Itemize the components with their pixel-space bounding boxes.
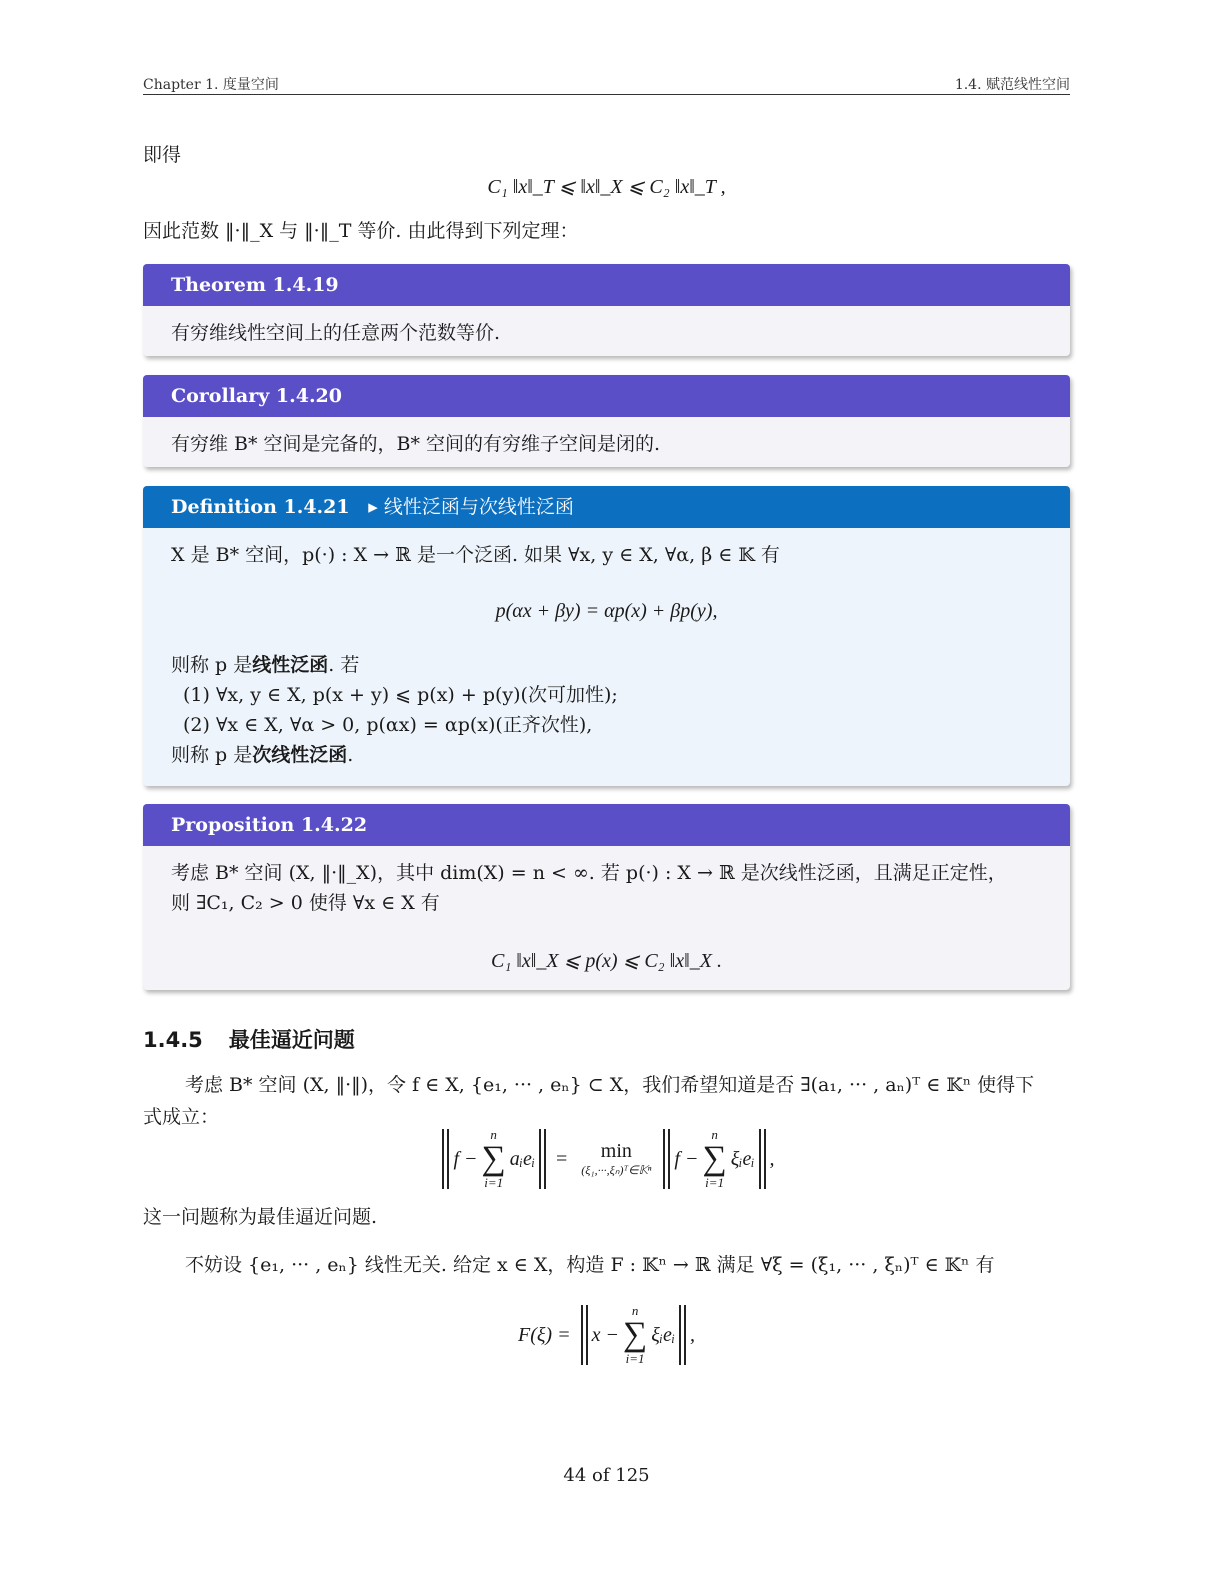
eq2-inner: x − — [591, 1323, 619, 1346]
definition-line2 — [171, 650, 1042, 680]
corollary-title: Corollary 1.4.20 — [143, 375, 1070, 417]
functional-equation — [143, 1302, 1070, 1368]
header-chapter: Chapter 1. 度量空间 — [143, 77, 279, 93]
section-para1-line1: 考虑 B* 空间 (X, ‖·‖)，令 f ∈ X, {e₁, ··· , eₙ} ⊂ X，我们希望知道是否 ∃(a₁, ··· , aₙ)ᵀ ∈ 𝕂ⁿ 使得下 — [185, 1074, 1035, 1096]
norm-bar-left — [442, 1129, 449, 1189]
norm-bar-left-3 — [581, 1305, 588, 1365]
sum-sign: ∑ — [702, 1140, 727, 1177]
proposition-equation: C₁ ‖x‖_X ⩽ p(x) ⩽ C₂ ‖x‖_X . — [491, 950, 722, 972]
definition-term-sublinear: 次线性泛函 — [252, 744, 348, 766]
eq1-end: , — [769, 1147, 775, 1170]
norm-bar-right-3 — [679, 1305, 686, 1365]
min-subscript: (ξ₁,···,ξₙ)ᵀ∈𝕂ⁿ — [581, 1163, 652, 1177]
proposition-line2: 则 ∃C₁, C₂ > 0 使得 ∀x ∈ X 有 — [171, 892, 440, 914]
min-operator — [581, 1140, 651, 1178]
definition-item-2: (2) ∀x ∈ X, ∀α > 0, p(αx) = αp(x)(正齐次性), — [183, 714, 593, 736]
definition-equation: p(αx + βy) = αp(x) + βp(y), — [495, 600, 718, 622]
proposition-line1: 考虑 B* 空间 (X, ‖·‖_X)，其中 dim(X) = n < ∞. 若 p(·) : X → ℝ 是次线性泛函，且满足正定性， — [171, 862, 1007, 884]
norm-bar-right-2 — [759, 1129, 766, 1189]
eq2-lhs: F(ξ) = — [517, 1323, 571, 1346]
running-header — [143, 72, 1070, 95]
section-heading — [143, 1024, 355, 1054]
section-number: 1.4.5 — [143, 1028, 203, 1052]
definition-line3-post: . — [347, 744, 354, 766]
eq1-rhs: f − — [674, 1147, 699, 1170]
summation-eq2 — [623, 1304, 647, 1366]
definition-line3 — [171, 740, 1042, 770]
sum-upper: n — [711, 1127, 718, 1142]
definition-line1: X 是 B* 空间，p(·) : X → ℝ 是一个泛函. 如果 ∀x, y ∈ X, ∀α, β ∈ 𝕂 有 — [171, 544, 780, 566]
corollary-box — [143, 375, 1070, 467]
section-title: 最佳逼近问题 — [228, 1028, 355, 1052]
theorem-box — [143, 264, 1070, 356]
eq2-end: , — [690, 1323, 695, 1346]
section-para3: 不妨设 {e₁, ··· , eₙ} 线性无关. 给定 x ∈ X，构造 F : 𝕂ⁿ → ℝ 满足 ∀ξ = (ξ₁, ··· , ξₙ)ᵀ ∈ 𝕂ⁿ 有 — [185, 1254, 995, 1276]
header-section: 1.4. 赋范线性空间 — [954, 77, 1070, 93]
summation-rhs — [702, 1128, 726, 1190]
norm-bar-right — [539, 1129, 546, 1189]
proposition-title: Proposition 1.4.22 — [143, 804, 1070, 846]
sum-lower: i=1 — [625, 1351, 645, 1366]
sum-upper: n — [631, 1303, 639, 1318]
eq1-equals: = — [556, 1147, 568, 1170]
eq1-lhs-term: aᵢeᵢ — [509, 1147, 536, 1170]
definition-box — [143, 486, 1070, 786]
intro-equation: C₁ ‖x‖_T ⩽ ‖x‖_X ⩽ C₂ ‖x‖_T , — [487, 176, 726, 198]
theorem-title: Theorem 1.4.19 — [143, 264, 1070, 306]
definition-title: Definition 1.4.21 — [171, 496, 350, 518]
proposition-box — [143, 804, 1070, 990]
page-number: 44 of 125 — [563, 1465, 650, 1486]
eq1-lhs: f − — [453, 1147, 478, 1170]
intro-conclusion: 因此范数 ‖·‖_X 与 ‖·‖_T 等价. 由此得到下列定理： — [143, 220, 579, 242]
definition-line2-pre: 则称 p 是 — [171, 654, 253, 676]
theorem-body: 有穷维线性空间上的任意两个范数等价. — [171, 322, 501, 344]
section-para1-line2: 式成立： — [143, 1106, 220, 1128]
norm-bar-left-2 — [663, 1129, 670, 1189]
definition-term-linear: 线性泛函 — [252, 654, 329, 676]
eq1-rhs-term: ξᵢeᵢ — [730, 1147, 755, 1170]
sum-lower: i=1 — [705, 1175, 725, 1190]
definition-line3-pre: 则称 p 是 — [171, 744, 253, 766]
summation-lhs — [482, 1128, 506, 1190]
definition-line2-post: . 若 — [328, 654, 360, 676]
sum-sign: ∑ — [481, 1140, 506, 1177]
eq2-term: ξᵢeᵢ — [651, 1323, 675, 1346]
min-label: min — [600, 1140, 632, 1162]
intro-line: 即得 — [143, 144, 182, 166]
best-approximation-equation — [143, 1126, 1070, 1192]
sum-lower: i=1 — [484, 1175, 504, 1190]
corollary-body: 有穷维 B* 空间是完备的，B* 空间的有穷维子空间是闭的. — [171, 433, 661, 455]
section-para2: 这一问题称为最佳逼近问题. — [143, 1206, 378, 1228]
sum-upper: n — [490, 1127, 497, 1142]
definition-item-1: (1) ∀x, y ∈ X, p(x + y) ⩽ p(x) + p(y)(次可加性); — [183, 684, 618, 706]
definition-subtitle: ▸ 线性泛函与次线性泛函 — [368, 496, 574, 518]
definition-title-bar — [143, 486, 1070, 528]
sum-sign: ∑ — [622, 1316, 648, 1353]
